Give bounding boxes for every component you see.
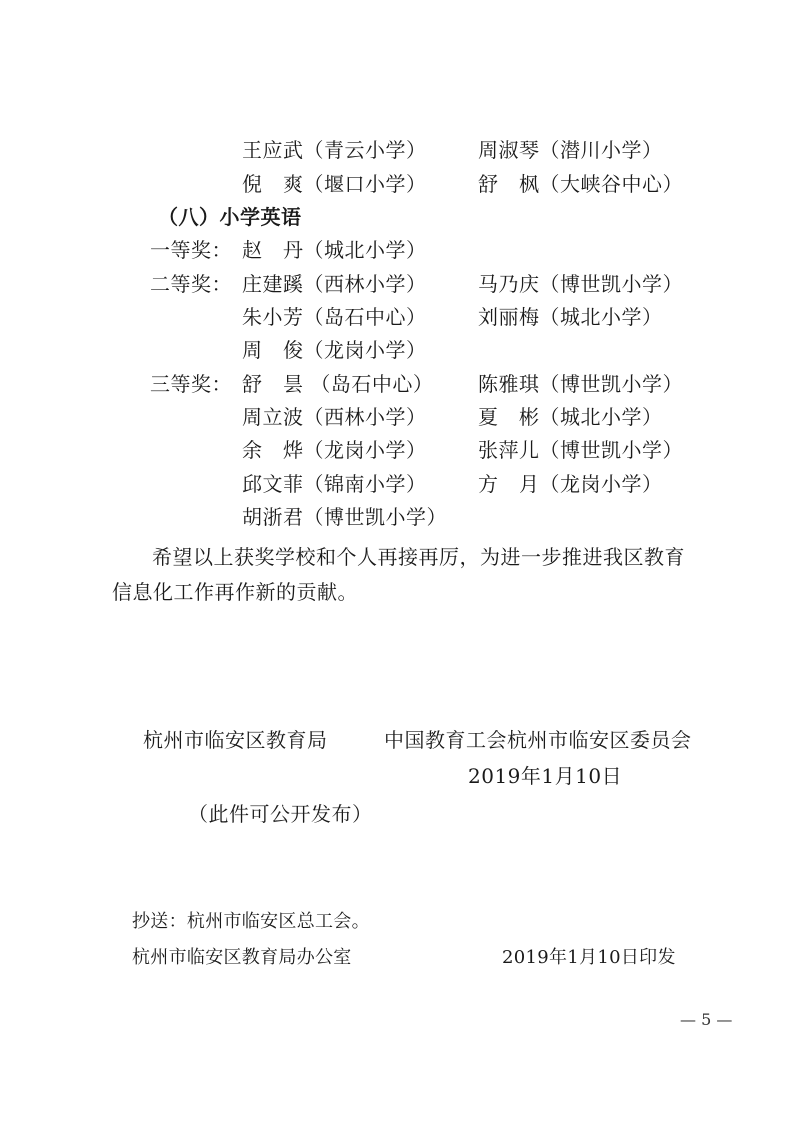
- award-entry: 余 烨（龙岗小学）: [242, 438, 427, 462]
- prize-label-second: 二等奖：: [150, 272, 232, 296]
- award-entry: 方 月（龙岗小学）: [478, 472, 663, 496]
- award-entry: 舒 昙 （岛石中心）: [242, 372, 434, 396]
- print-date: 2019年1月10日印发: [502, 947, 676, 968]
- award-entry: 马乃庆（博世凯小学）: [478, 272, 683, 296]
- issuing-office: 杭州市临安区教育局办公室: [132, 947, 352, 968]
- award-entry: 胡浙君（博世凯小学）: [242, 505, 447, 529]
- closing-paragraph-line: 信息化工作再作新的贡献。: [112, 580, 358, 604]
- award-entry: 周立波（西林小学）: [242, 405, 427, 429]
- cc-line: 抄送：杭州市临安区总工会。: [132, 911, 370, 932]
- award-entry: 邱文菲（锦南小学）: [242, 472, 427, 496]
- award-entry: 庄建蹊（西林小学）: [242, 272, 427, 296]
- award-entry: 朱小芳（岛石中心）: [242, 305, 427, 329]
- award-entry: 王应武（青云小学）: [242, 138, 427, 162]
- award-entry: 赵 丹（城北小学）: [242, 238, 427, 262]
- award-entry: 舒 枫（大峡谷中心）: [478, 172, 683, 196]
- publish-note: （此件可公开发布）: [188, 802, 373, 826]
- issuer-org-left: 杭州市临安区教育局: [143, 728, 328, 752]
- closing-paragraph-line: 希望以上获奖学校和个人再接再厉，为进一步推进我区教育: [152, 545, 685, 569]
- award-entry: 夏 彬（城北小学）: [478, 405, 663, 429]
- issue-date: 2019年1月10日: [468, 764, 623, 788]
- section-heading: （八）小学英语: [158, 205, 302, 229]
- award-entry: 陈雅琪（博世凯小学）: [478, 372, 683, 396]
- page-number: — 5 —: [680, 1010, 733, 1029]
- award-entry: 刘丽梅（城北小学）: [478, 305, 663, 329]
- prize-label-first: 一等奖：: [150, 238, 232, 262]
- prize-label-third: 三等奖：: [150, 372, 232, 396]
- award-entry: 周 俊（龙岗小学）: [242, 338, 427, 362]
- issuer-org-right: 中国教育工会杭州市临安区委员会: [384, 728, 692, 752]
- award-entry: 倪 爽（堰口小学）: [242, 172, 427, 196]
- award-entry: 张萍儿（博世凯小学）: [478, 438, 683, 462]
- award-entry: 周淑琴（潜川小学）: [478, 138, 663, 162]
